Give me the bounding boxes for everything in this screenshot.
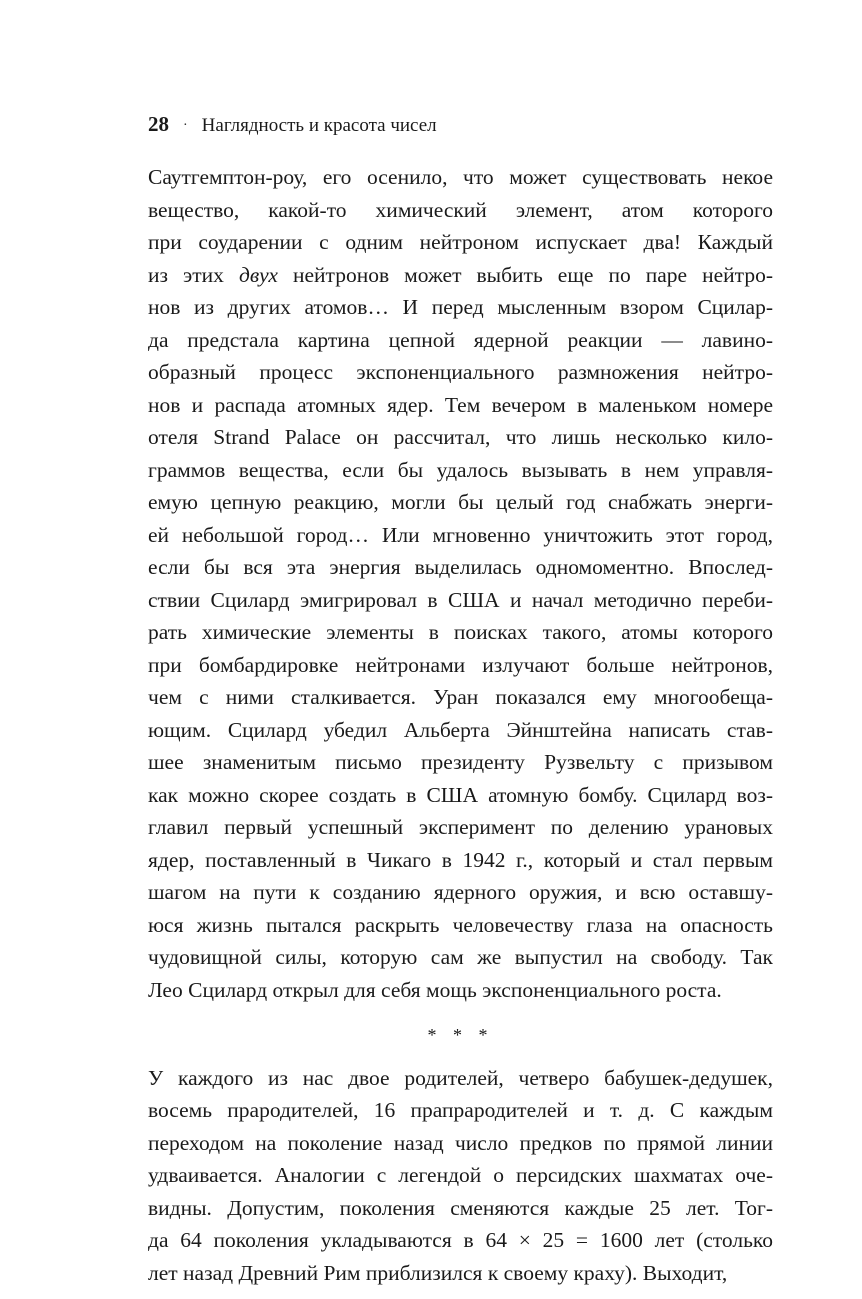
text-line: да 64 поколения укладываются в 64 × 25 = 1600 лет (столько [148, 1228, 773, 1252]
text-line: отеля Strand Palace он рассчитал, что лишь несколько кило- [148, 425, 773, 449]
text-line: шагом на пути к созданию ядерного оружия, и всю оставшу- [148, 880, 773, 904]
text-line: при бомбардировке нейтронами излучают больше нейтронов, [148, 652, 773, 677]
text-line: образный процесс экспоненциального размножения нейтро- [148, 360, 773, 384]
text-line: восемь прародителей, 16 прапрародителей и т. д. С каждым [148, 1098, 773, 1122]
text-line: чудовищной силы, которую сам же выпустил на свободу. Так [148, 945, 773, 969]
text-line: ей небольшой город… Или мгновенно уничтожить этот город, [148, 522, 773, 547]
text-line: переходом на поколение назад число предков по прямой линии [148, 1130, 773, 1155]
text-line: шее знаменитым письмо президенту Рузвельту с призывом [148, 750, 773, 774]
text-line: нов и распада атомных ядер. Тем вечером в маленьком номере [148, 392, 773, 417]
body-text [148, 161, 773, 1289]
text-line: при соударении с одним нейтроном испускает два! Каждый [148, 230, 773, 254]
text-line: нов из других атомов… И перед мысленным взором Сцилар- [148, 295, 773, 319]
header-separator: · [183, 118, 188, 133]
text-line: Лео Сцилард открыл для себя мощь экспоненциального роста. [148, 977, 722, 1002]
text-line: рать химические элементы в поисках такого, атомы которого [148, 620, 773, 644]
text-line: ствии Сцилард эмигрировал в США и начал методично переби- [148, 587, 773, 612]
text-line: ющим. Сцилард убедил Альберта Эйнштейна написать став- [148, 717, 773, 742]
paragraph [148, 1062, 773, 1290]
text-line: удваивается. Аналогии с легендой о персидских шахматах оче- [148, 1163, 773, 1187]
section-break: * * * [427, 1025, 494, 1045]
text-line: да предстала картина цепной ядерной реакции — лавино- [148, 327, 773, 352]
text-line: ядер, поставленный в Чикаго в 1942 г., который и стал первым [148, 847, 773, 872]
text-run: нейтронов может выбить еще по паре нейтро- [277, 262, 773, 287]
text-line: Саутгемптон-роу, его осенило, что может существовать некое [148, 165, 773, 189]
page-number: 28 [148, 112, 169, 136]
text-run: из этих [148, 262, 239, 287]
running-head [148, 112, 437, 140]
text-line: чем с ними сталкивается. Уран показался ему многообеща- [148, 685, 773, 709]
text-line: юся жизнь пытался раскрыть человечеству глаза на опасность [148, 912, 773, 937]
text-line: как можно скорее создать в США атомную бомбу. Сцилард воз- [148, 782, 773, 807]
text-line: граммов вещества, если бы удалось вызывать в нем управля- [148, 457, 773, 482]
text-line: видны. Допустим, поколения сменяются каждые 25 лет. Тог- [148, 1195, 773, 1220]
text-line: если бы вся эта энергия выделилась одномоментно. Впослед- [148, 555, 773, 579]
text-line: главил первый успешный эксперимент по делению урановых [148, 815, 773, 839]
text-line: вещество, какой-то химический элемент, атом которого [148, 197, 773, 222]
paragraph [148, 161, 773, 1006]
text-line: емую цепную реакцию, могли бы целый год снабжать энерги- [148, 490, 773, 514]
text-line: У каждого из нас двое родителей, четверо бабушек-дедушек, [148, 1065, 773, 1090]
text-line: лет назад Древний Рим приблизился к своему краху). Выходит, [148, 1260, 728, 1285]
emphasis-text: двух [238, 262, 278, 287]
running-title: Наглядность и красота чисел [201, 115, 437, 136]
text-line [148, 259, 773, 292]
